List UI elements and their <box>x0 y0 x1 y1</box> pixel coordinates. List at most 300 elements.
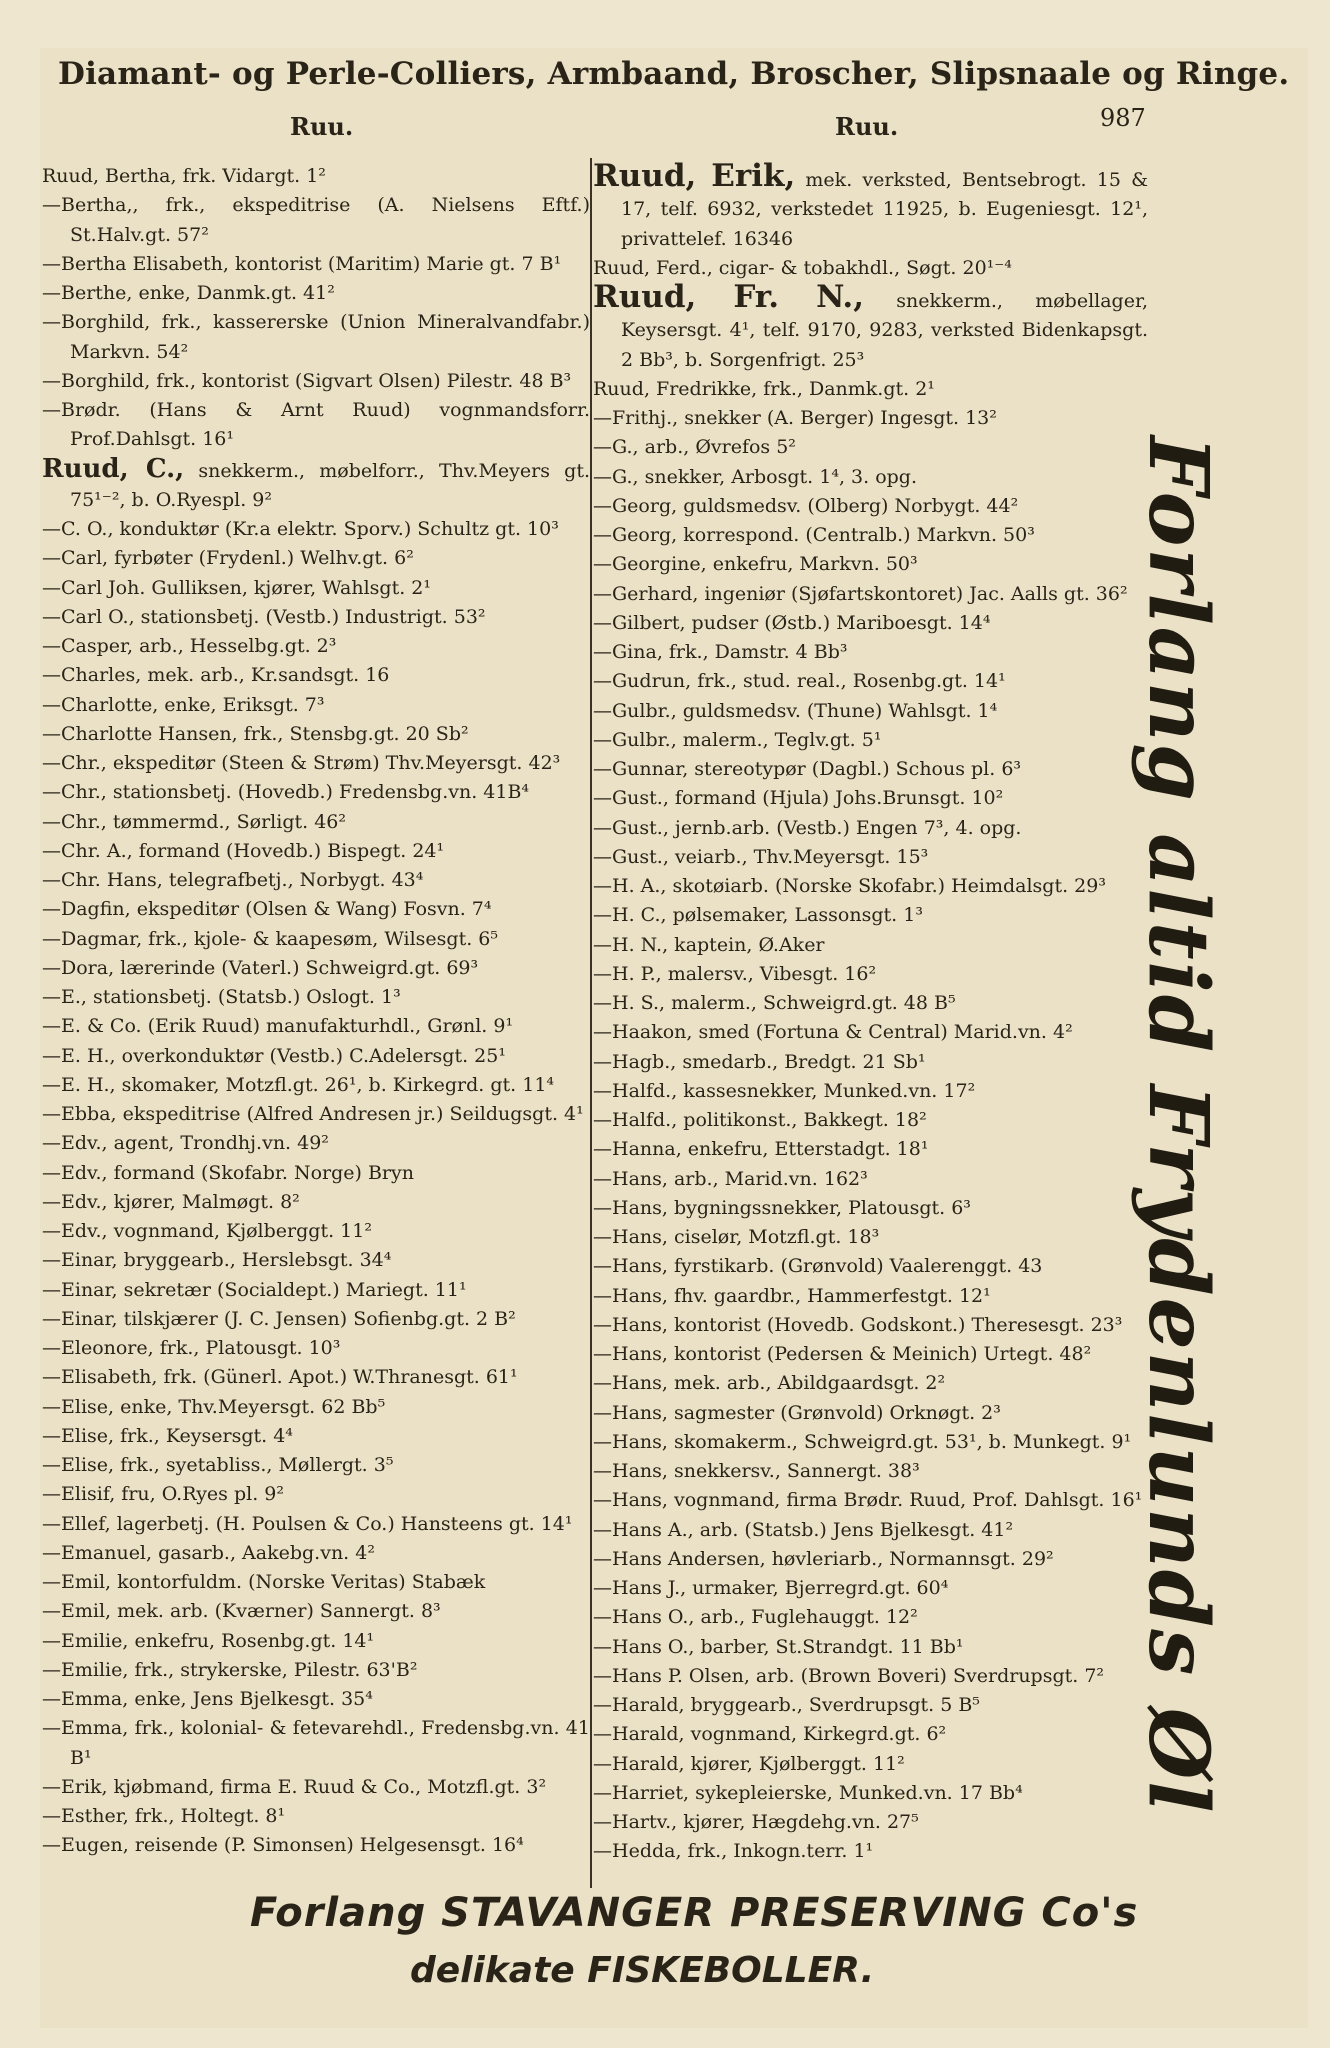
running-head-right: Ruu. <box>835 112 899 141</box>
entry-name: —Hans, <box>593 1284 668 1307</box>
directory-entry <box>593 1311 1148 1340</box>
entry-details: fyrstikarb. (Grønvold) Vaalerenggt. 43 <box>667 1255 1043 1278</box>
entry-name: —Haakon, <box>593 1021 693 1044</box>
entry-name: —Borghild, <box>42 311 151 334</box>
entry-name: —Harald, <box>593 1723 685 1746</box>
entry-name: Ruud, Erik, <box>593 158 796 194</box>
entry-details: mek. arb., Abildgaardsgt. 2² <box>667 1372 946 1395</box>
directory-entry <box>42 1363 590 1392</box>
entry-name: —Gunnar, <box>593 758 689 780</box>
entry-details: arb. (Brown Boveri) Sverdrupsgt. 7² <box>749 1664 1105 1687</box>
entry-details: formand (Hovedb.) Bispegt. 24¹ <box>132 839 445 862</box>
entry-details: snekkersv., Sannergt. 38³ <box>667 1460 920 1482</box>
column-divider <box>590 158 592 1888</box>
entry-details: lærerinde (Vaterl.) Schweigrd.gt. 69³ <box>114 956 479 979</box>
entry-details: arb. (Statsb.) Jens Bjelkesgt. 41² <box>693 1518 1014 1541</box>
entry-name: —Harriet, <box>593 1781 690 1804</box>
directory-entry <box>42 1714 590 1773</box>
entry-details: frk., syetabliss., Møllergt. 3⁵ <box>114 1454 394 1476</box>
directory-entry <box>593 375 1148 404</box>
directory-entry <box>42 1334 590 1363</box>
directory-entry <box>42 191 590 250</box>
directory-entry <box>593 989 1148 1018</box>
entry-name: —Gust., <box>593 787 669 810</box>
entry-name: —Eleonore, <box>42 1337 154 1359</box>
entry-name: —Hans, <box>593 1196 668 1219</box>
entry-details: frk. (Günerl. Apot.) W.Thranesgt. 61¹ <box>157 1366 518 1389</box>
entry-details: enke, Jens Bjelkesgt. 35⁴ <box>128 1688 373 1710</box>
entry-name: Ruud, Fredrikke, <box>593 377 758 400</box>
entry-name: —Hans O., <box>593 1635 695 1658</box>
entry-details: malerm., Teglv.gt. 5¹ <box>676 728 882 751</box>
directory-entry <box>593 521 1148 550</box>
entry-details: frk., strykerske, Pilestr. 63'B² <box>128 1658 418 1681</box>
directory-entry <box>593 1077 1148 1106</box>
entry-name: —Carl, <box>42 547 109 570</box>
directory-entry <box>42 1276 590 1305</box>
directory-entry <box>593 433 1148 462</box>
entry-details: formand (Skofabr. Norge) Bryn <box>107 1161 414 1184</box>
entry-name: —Gina, <box>593 641 663 663</box>
directory-entry <box>42 1012 590 1041</box>
entry-details: overkonduktør (Vestb.) C.Adelersgt. 25¹ <box>115 1044 506 1067</box>
entry-name: —Esther, <box>42 1805 129 1827</box>
directory-entry <box>42 1305 590 1334</box>
entry-name: Ruud, Fr. N., <box>593 279 865 315</box>
entry-details: tilskjærer (J. C. Jensen) Sofienbg.gt. 2 B² <box>117 1307 516 1330</box>
entry-name: —Harald, <box>593 1752 685 1775</box>
entry-name: —Emilie, <box>42 1658 129 1681</box>
directory-entry <box>593 492 1148 521</box>
directory-entry <box>42 866 590 895</box>
entry-details: (Hans & Arnt Ruud) vognmandsforr. Prof.Dahlsgt. 16¹ <box>70 399 590 451</box>
directory-entry <box>42 983 590 1012</box>
entry-name: —Elise, <box>42 1454 115 1476</box>
entry-name: —Brødr. <box>42 399 121 421</box>
top-advert-banner: Diamant- og Perle-Colliers, Armbaand, Broscher, Slipsnaale og Ringe. <box>58 56 1290 92</box>
entry-name: —H. A., <box>593 875 667 897</box>
directory-entry <box>42 837 590 866</box>
entry-details: frk., Keysersgt. 4⁴ <box>114 1424 293 1447</box>
directory-entry <box>593 580 1148 609</box>
directory-entry <box>42 544 590 573</box>
directory-entry <box>42 162 590 191</box>
directory-entry <box>593 755 1148 784</box>
directory-entry <box>593 901 1148 930</box>
entry-details: ekspeditør (Olsen & Wang) Fosvn. 7⁴ <box>130 898 492 921</box>
entry-name: —Edv., <box>42 1132 108 1155</box>
entry-details: kassesnekker, Munked.vn. 17² <box>677 1079 976 1102</box>
directory-entry <box>42 1159 590 1188</box>
directory-entry <box>593 1808 1148 1837</box>
entry-details: tømmermd., Sørligt. 46² <box>106 810 346 833</box>
right-column <box>593 158 1149 1867</box>
entry-name: —E. & Co. <box>42 1015 142 1038</box>
entry-details: mek. arb. (Kværner) Sannergt. 8³ <box>111 1600 441 1623</box>
directory-entry <box>593 784 1148 813</box>
entry-name: —E., <box>42 986 87 1008</box>
directory-entry <box>593 1574 1148 1603</box>
directory-entry <box>42 895 590 924</box>
directory-entry <box>42 1217 590 1246</box>
vertical-advert: Forlang altid Frydenlunds Øl <box>1130 436 1226 1815</box>
entry-details: frk., Platousgt. 10³ <box>153 1337 341 1359</box>
directory-entry <box>593 1106 1148 1135</box>
entry-name: —Elisif, <box>42 1483 116 1506</box>
entry-details: skotøiarb. (Norske Skofabr.) Heimdalsgt. 29³ <box>666 875 1106 897</box>
directory-entry <box>42 250 590 279</box>
entry-name: —Elise, <box>42 1424 115 1447</box>
entry-name: —Emanuel, <box>42 1541 153 1564</box>
entry-name: —Georgine, <box>593 553 707 576</box>
directory-entry <box>593 726 1148 755</box>
entry-details: skomakerm., Schweigrd.gt. 53¹, b. Munkegt. 9¹ <box>667 1430 1132 1453</box>
directory-entry <box>593 1399 1148 1428</box>
entry-details: fhv. gaardbr., Hammerfestgt. 12¹ <box>667 1284 991 1307</box>
entry-name: —Edv., <box>42 1190 108 1213</box>
directory-entry <box>42 1100 590 1129</box>
entry-name: —Chr., <box>42 810 107 833</box>
directory-entry <box>593 1662 1148 1691</box>
entry-name: —Chr., <box>42 752 107 774</box>
entry-details: lagerbetj. (H. Poulsen & Co.) Hansteens gt. 14¹ <box>110 1512 573 1535</box>
entry-name: —G., <box>593 436 639 459</box>
entry-details: konduktør (Kr.a elektr. Sporv.) Schultz gt. 10³ <box>113 518 559 540</box>
directory-entry <box>593 609 1148 638</box>
directory-entry <box>593 1165 1148 1194</box>
directory-entry <box>593 843 1148 872</box>
entry-name: —Harald, <box>593 1694 685 1716</box>
entry-name: —Dagmar, <box>42 927 143 950</box>
entry-details: ciselør, Motzfl.gt. 18³ <box>667 1226 880 1248</box>
directory-entry <box>593 1428 1148 1457</box>
directory-entry <box>593 1457 1148 1486</box>
directory-entry <box>42 1451 590 1480</box>
entry-details: fru, O.Ryes pl. 9² <box>115 1483 284 1506</box>
entry-details: stationsbetj. (Statsb.) Oslogt. 1³ <box>86 986 401 1008</box>
directory-entry <box>593 931 1148 960</box>
running-head-left: Ruu. <box>290 112 354 141</box>
entry-name: —H. P., <box>593 962 662 985</box>
entry-name: —Georg, <box>593 524 678 546</box>
directory-entry <box>593 638 1148 667</box>
entry-name: —Bertha Elisabeth, <box>42 252 229 275</box>
entry-details: frk. Vidargt. 1² <box>176 165 326 187</box>
entry-name: —H. C., <box>593 904 667 927</box>
directory-entry <box>42 279 590 308</box>
left-column <box>42 162 590 1861</box>
entry-details: veiarb., Thv.Meyersgt. 15³ <box>668 845 929 868</box>
entry-details: vognmand, firma Brødr. Ruud, Prof. Dahlsgt. 16¹ <box>667 1489 1143 1512</box>
directory-entry <box>42 1129 590 1158</box>
entry-details: stationsbetj. (Vestb.) Industrigt. 53² <box>134 605 486 628</box>
entry-details: pudser (Østb.) Mariboesgt. 14⁴ <box>685 611 991 634</box>
entry-details: frk., stud. real., Rosenbg.gt. 14¹ <box>691 670 1006 693</box>
entry-name: —Hans, <box>593 1401 668 1424</box>
entry-details: skomaker, Motzfl.gt. 26¹, b. Kirkegrd. gt. 11⁴ <box>115 1073 555 1096</box>
entry-details: guldsmedsv. (Olberg) Norbygt. 44² <box>677 494 1019 517</box>
entry-details: malersv., Vibesgt. 16² <box>661 962 877 985</box>
entry-name: —Charlotte, <box>42 693 159 716</box>
entry-name: Ruud, Ferd., <box>593 256 713 279</box>
directory-entry <box>42 1510 590 1539</box>
entry-details: jernb.arb. (Vestb.) Engen 7³, 4. opg. <box>668 816 1022 839</box>
entry-details: frk., kassererske (Union Mineralvandfabr.) Markvn. 54² <box>70 311 590 363</box>
entry-name: Ruud, C., <box>42 453 185 484</box>
entry-details: bryggearb., Sverdrupsgt. 5 B⁵ <box>684 1694 980 1716</box>
directory-entry <box>42 1480 590 1509</box>
entry-details: smedarb., Bredgt. 21 Sb¹ <box>676 1050 926 1073</box>
entry-name: —Gulbr., <box>593 699 677 722</box>
entry-details: høvleriarb., Normannsgt. 29² <box>765 1547 1054 1570</box>
entry-name: —Erik, <box>42 1775 108 1798</box>
directory-entry <box>42 691 590 720</box>
entry-name: —Edv., <box>42 1161 108 1184</box>
entry-details: frk., Stensbg.gt. 20 Sb² <box>237 722 469 745</box>
entry-details: enkefru, Rosenbg.gt. 14¹ <box>128 1629 375 1652</box>
entry-name: —H. S., <box>593 992 666 1014</box>
entry-details: stereotypør (Dagbl.) Schous pl. 6³ <box>688 758 1022 780</box>
entry-name: —H. N., <box>593 933 669 956</box>
entry-details: (Erik Ruud) manufakturhdl., Grønl. 9¹ <box>141 1015 514 1038</box>
directory-entry <box>593 1691 1148 1720</box>
directory-entry <box>42 1627 590 1656</box>
entry-name: —E. H., <box>42 1044 116 1067</box>
directory-entry <box>593 1369 1148 1398</box>
directory-entry <box>42 396 590 455</box>
entry-details: ekspeditør (Steen & Strøm) Thv.Meyersgt. 42³ <box>106 752 561 774</box>
directory-entry <box>42 778 590 807</box>
directory-entry <box>593 1282 1148 1311</box>
entry-name: —Casper, <box>42 635 134 657</box>
entry-details: bygningssnekker, Platousgt. 6³ <box>667 1196 971 1219</box>
entry-details: sagmester (Grønvold) Orknøgt. 2³ <box>667 1401 1001 1424</box>
entry-details: barber, St.Strandgt. 11 Bb¹ <box>694 1635 964 1658</box>
entry-name: —Gust., <box>593 845 669 868</box>
directory-entry <box>593 1633 1148 1662</box>
entry-name: Ruud, Bertha, <box>42 165 177 187</box>
entry-details: sekretær (Socialdept.) Mariegt. 11¹ <box>117 1278 467 1301</box>
entry-name: —Carl O., <box>42 605 135 628</box>
directory-entry <box>42 1831 590 1860</box>
entry-name: —Emil, <box>42 1600 112 1623</box>
entry-details: cigar- & tobakhdl., Søgt. 20¹⁻⁴ <box>712 256 1012 279</box>
directory-entry <box>42 632 590 661</box>
entry-details: kjøbmand, firma E. Ruud & Co., Motzfl.gt. 3² <box>107 1775 547 1798</box>
directory-entry <box>593 872 1148 901</box>
directory-entry <box>593 1018 1148 1047</box>
directory-entry <box>593 1223 1148 1252</box>
directory-entry <box>42 1802 590 1831</box>
entry-name: —Hans, <box>593 1255 668 1278</box>
entry-details: enke, Danmk.gt. 41² <box>132 282 335 304</box>
directory-entry <box>593 1194 1148 1223</box>
directory-entry <box>593 1516 1148 1545</box>
entry-name: —Chr., <box>42 781 107 804</box>
entry-details: frk., Inkogn.terr. 1¹ <box>681 1840 874 1863</box>
entry-details: pølsemaker, Lassonsgt. 1³ <box>666 904 923 927</box>
entry-name: —Chr. A., <box>42 839 133 862</box>
directory-entry <box>593 960 1148 989</box>
entry-details: urmaker, Bjerregrd.gt. 60⁴ <box>686 1577 949 1599</box>
entry-details: korrespond. (Centralb.) Markvn. 50³ <box>677 524 1035 546</box>
entry-name: —Eugen, <box>42 1834 129 1857</box>
entry-details: mek. verksted, Bentsebrogt. 15 & 17, telf. 6932, verkstedet 11925, b. Eugeniesgt. 12¹, privattelef. 16346 <box>621 169 1149 250</box>
directory-entry <box>42 1773 590 1802</box>
footer-advert-line1: Forlang STAVANGER PRESERVING Co's <box>250 1890 1139 1936</box>
entry-details: malerm., Schweigrd.gt. 48 B⁵ <box>665 992 956 1014</box>
entry-name: —G., <box>593 465 639 488</box>
directory-entry <box>42 603 590 632</box>
entry-name: —Chr. Hans, <box>42 869 163 891</box>
directory-entry <box>593 1603 1148 1632</box>
entry-name: —Ellef, <box>42 1512 111 1535</box>
entry-name: —Hans, <box>593 1372 668 1395</box>
entry-details: frk., Damstr. 4 Bb³ <box>662 641 848 663</box>
entry-details: arb., Øvrefos 5² <box>638 436 796 459</box>
entry-details: kontorist (Pedersen & Meinich) Urtegt. 48² <box>667 1343 1092 1365</box>
directory-entry <box>42 1188 590 1217</box>
entry-details: stationsbetj. (Hovedb.) Fredensbg.vn. 41B⁴ <box>106 781 530 804</box>
directory-entry <box>42 661 590 690</box>
entry-details: ekspeditrise (Alfred Andresen jr.) Seildugsgt. 4¹ <box>116 1103 584 1125</box>
entry-details: guldsmedsv. (Thune) Wahlsgt. 1⁴ <box>676 699 998 722</box>
entry-name: —Gerhard, <box>593 582 699 605</box>
entry-details: fyrbøter (Frydenl.) Welhv.gt. 6² <box>108 547 414 570</box>
entry-name: —Halfd., <box>593 1109 678 1131</box>
directory-entry <box>42 1071 590 1100</box>
directory-entry <box>593 814 1148 843</box>
entry-details: reisende (P. Simonsen) Helgesensgt. 16⁴ <box>128 1834 524 1857</box>
directory-entry <box>593 1048 1148 1077</box>
entry-name: —Charlotte Hansen, <box>42 722 238 745</box>
directory-entry <box>42 1393 590 1422</box>
entry-name: —Berthe, <box>42 282 133 304</box>
entry-details: kjører, Malmøgt. 8² <box>107 1190 300 1213</box>
directory-entry <box>42 925 590 954</box>
directory-entry <box>593 1720 1148 1749</box>
entry-name: —Hans J., <box>593 1577 687 1599</box>
entry-name: —Gust., <box>593 816 669 839</box>
directory-entry <box>42 954 590 983</box>
entry-name: —Einar, <box>42 1307 118 1330</box>
entry-name: —Georg, <box>593 494 678 517</box>
entry-details: arb., Hesselbg.gt. 2³ <box>133 635 337 657</box>
entry-name: —Frithj., <box>593 407 679 429</box>
directory-entry <box>593 1545 1148 1574</box>
entry-name: —Edv., <box>42 1220 108 1242</box>
directory-entry <box>42 720 590 749</box>
footer-advert-line2: delikate FISKEBOLLER. <box>410 1950 875 1991</box>
directory-entry <box>593 1252 1148 1281</box>
entry-details: agent, Trondhj.vn. 49² <box>107 1132 329 1155</box>
entry-details: kaptein, Ø.Aker <box>668 933 825 956</box>
entry-details: sykepleierske, Munked.vn. 17 Bb⁴ <box>689 1781 1023 1804</box>
entry-name: —Hans O., <box>593 1606 695 1629</box>
entry-name: —Einar, <box>42 1278 118 1301</box>
entry-name: —Hans, <box>593 1343 668 1365</box>
entry-details: smed (Fortuna & Central) Marid.vn. 4² <box>692 1021 1073 1044</box>
entry-details: ingeniør (Sjøfartskontoret) Jac. Aalls gt. 36² <box>698 582 1128 605</box>
directory-entry <box>593 1779 1148 1808</box>
entry-details: kontorist (Hovedb. Godskont.) Theresesgt. 23³ <box>667 1313 1123 1336</box>
directory-entry <box>42 1685 590 1714</box>
directory-entry <box>593 279 1148 375</box>
entry-name: —Emilie, <box>42 1629 129 1652</box>
directory-entry <box>593 1135 1148 1164</box>
directory-entry <box>42 1656 590 1685</box>
entry-details: kontorist (Maritim) Marie gt. 7 B¹ <box>228 252 562 275</box>
entry-name: —Carl Joh. Gulliksen, <box>42 576 248 599</box>
directory-entry <box>42 574 590 603</box>
directory-entry <box>42 515 590 544</box>
directory-entry <box>42 1568 590 1597</box>
entry-name: —Elise, <box>42 1395 115 1418</box>
directory-entry <box>42 808 590 837</box>
directory-entry <box>42 1422 590 1451</box>
directory-entry <box>42 749 590 778</box>
directory-entry <box>593 158 1149 254</box>
entry-details: enke, Eriksgt. 7³ <box>158 693 325 716</box>
entry-details: arb., Marid.vn. 162³ <box>667 1167 868 1190</box>
directory-entry <box>42 367 590 396</box>
directory-entry <box>42 1539 590 1568</box>
entry-details: formand (Hjula) Johs.Brunsgt. 10² <box>668 787 1004 810</box>
entry-name: —Hedda, <box>593 1840 682 1863</box>
entry-name: —Dora, <box>42 956 115 979</box>
entry-details: frk., kjole- & kaapesøm, Wilsesgt. 6⁵ <box>142 927 499 950</box>
directory-entry <box>593 404 1148 433</box>
directory-entry <box>593 463 1148 492</box>
entry-name: —Hans, <box>593 1226 668 1248</box>
directory-entry <box>42 308 590 367</box>
directory-entry <box>42 1042 590 1071</box>
entry-name: —Hans P. Olsen, <box>593 1664 750 1687</box>
entry-name: —Hanna, <box>593 1138 682 1161</box>
entry-name: —Gudrun, <box>593 670 692 693</box>
entry-name: —Einar, <box>42 1249 118 1272</box>
entry-name: —Hans A., <box>593 1518 694 1541</box>
entry-name: —Hans Andersen, <box>593 1547 766 1570</box>
entry-name: —Hartv., <box>593 1811 678 1833</box>
entry-name: —Emma, <box>42 1717 129 1740</box>
entry-name: —Bertha,, <box>42 194 139 217</box>
entry-details: arb., Fuglehauggt. 12² <box>694 1606 918 1629</box>
entry-details: enkefru, Etterstadgt. 18¹ <box>681 1138 929 1161</box>
entry-name: —Emma, <box>42 1688 129 1710</box>
directory-entry <box>593 550 1148 579</box>
entry-details: snekkerm., møbelforr., Thv.Meyers gt. 75¹⁻², b. O.Ryespl. 9² <box>70 459 590 511</box>
directory-entry <box>593 667 1148 696</box>
directory-entry <box>593 1486 1148 1515</box>
entry-name: —Hans, <box>593 1313 668 1336</box>
entry-details: snekkerm., møbellager, Keysersgt. 4¹, telf. 9170, 9283, verksted Bidenkapsgt. 2 Bb³, b. Sorgenfrigt. 25³ <box>621 290 1148 371</box>
entry-details: snekker, Arbosgt. 1⁴, 3. opg. <box>638 465 917 488</box>
directory-entry <box>593 1750 1148 1779</box>
entry-name: —Hans, <box>593 1430 668 1453</box>
entry-name: —Gilbert, <box>593 611 686 634</box>
entry-details: mek. arb., Kr.sandsgt. 16 <box>141 664 390 687</box>
entry-details: gasarb., Aakebg.vn. 4² <box>152 1541 375 1564</box>
directory-entry <box>42 1597 590 1626</box>
page-number: 987 <box>1100 104 1146 132</box>
entry-details: frk., kontorist (Sigvart Olsen) Pilestr. 48 B³ <box>150 369 572 392</box>
entry-name: —Elisabeth, <box>42 1366 158 1389</box>
entry-details: vognmand, Kjølberggt. 11² <box>107 1220 372 1242</box>
directory-entry <box>42 1246 590 1275</box>
entry-name: —Emil, <box>42 1571 112 1593</box>
entry-details: enkefru, Markvn. 50³ <box>706 553 918 576</box>
